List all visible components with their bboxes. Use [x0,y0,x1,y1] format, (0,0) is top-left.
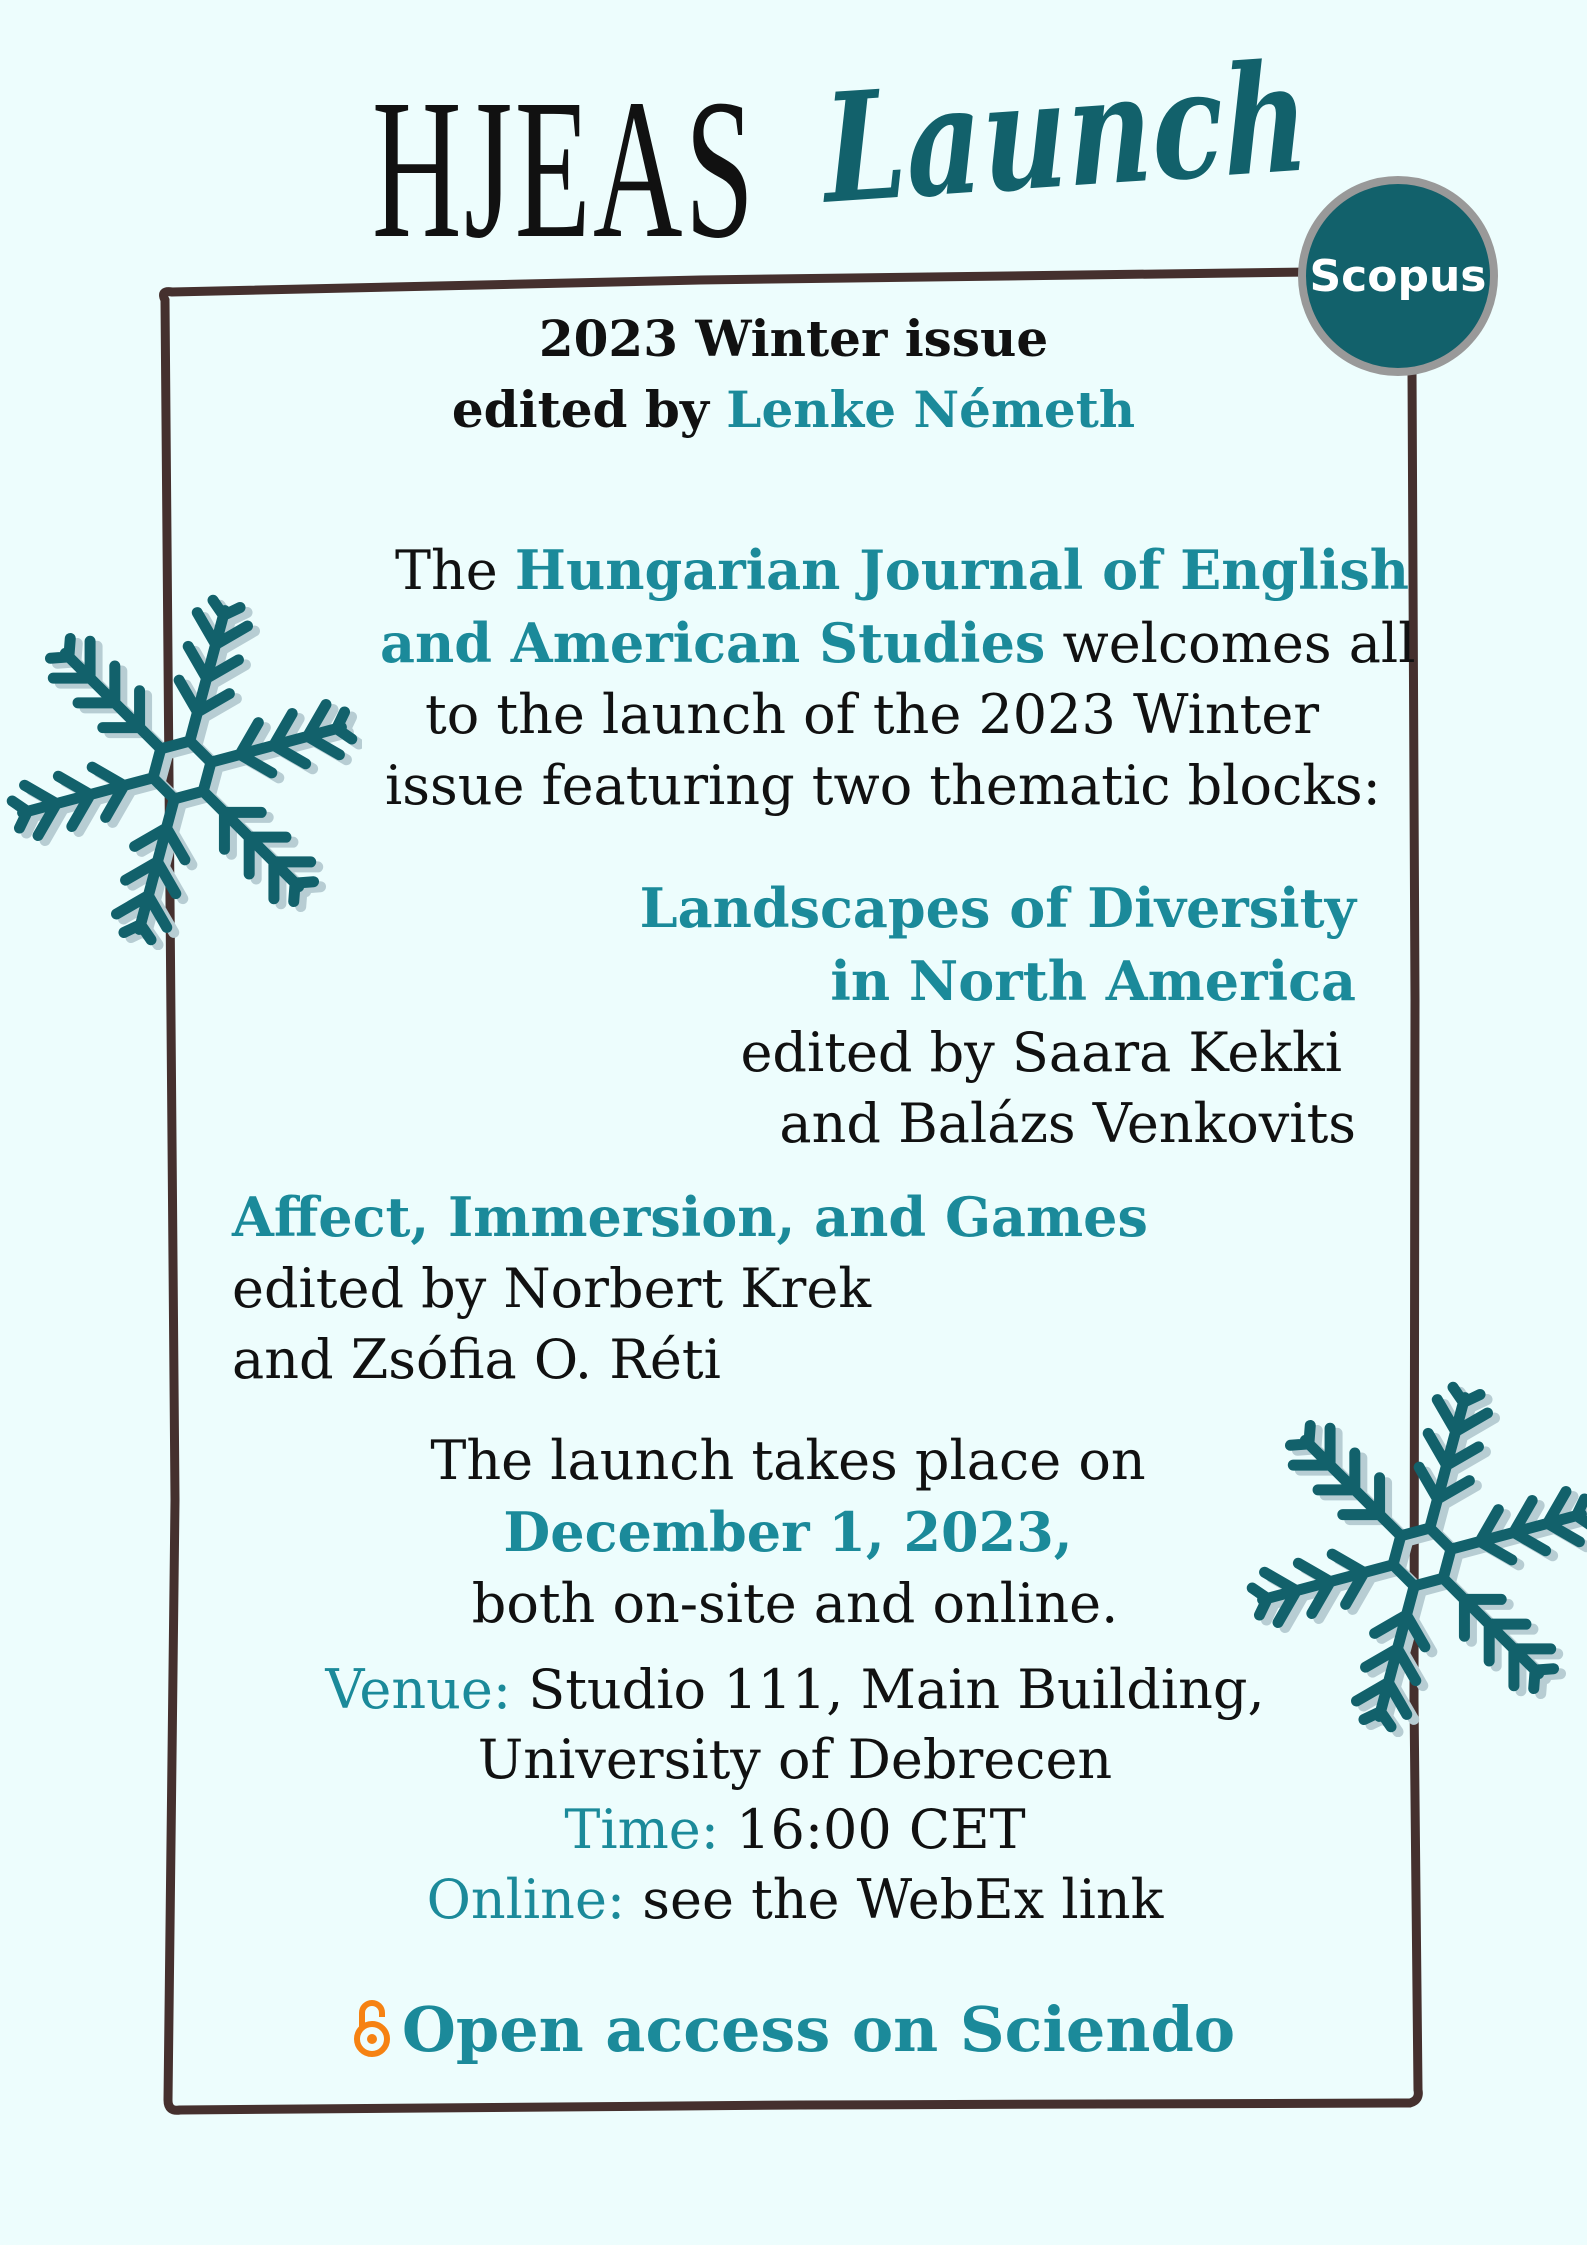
open-access-lock-icon [352,1997,392,2059]
block-1-title-cont: in North America [830,949,1356,1013]
open-access-label: Open access on Sciendo [401,1993,1236,2066]
block-1-title: Landscapes of Diversity [639,876,1356,940]
venue-line-2: University of Debrecen [477,1728,1113,1791]
online-value: see the WebEx link [625,1868,1164,1931]
block-2-editors-cont: and Zsófia O. Réti [232,1328,721,1391]
time-value: 16:00 CET [718,1798,1026,1861]
scopus-label: Scopus [1309,250,1487,302]
launch-mode: both on-site and online. [471,1572,1119,1635]
intro-line-2 [380,607,1415,680]
title-launch: Launch [820,29,1312,238]
intro-the: The [395,539,515,602]
block-2-editors: edited by Norbert Krek [232,1257,872,1320]
intro-line-3: to the launch of the 2023 Winter [425,683,1320,746]
snowflake-icon [2,590,362,950]
online-label: Online: [426,1868,626,1931]
launch-date: December 1, 2023, [503,1500,1073,1564]
title-hjeas: HJEAS [372,59,757,280]
intro-line-1 [395,534,1409,607]
edited-by-label: edited by [451,380,727,439]
time-line [0,1794,1587,1866]
block-1-editors-cont: and Balázs Venkovits [779,1092,1356,1155]
time-label: Time: [564,1798,719,1861]
block-1-editors: edited by Saara Kekki [740,1021,1342,1084]
issue-editor: Lenke Németh [726,380,1136,439]
issue-editor-line [0,374,1587,446]
journal-name-cont: and American Studies [380,611,1046,675]
block-2-title: Affect, Immersion, and Games [232,1185,1148,1249]
intro-line-4: issue featuring two thematic blocks: [385,754,1381,817]
issue-title: 2023 Winter issue [538,309,1049,368]
venue-label: Venue: [325,1658,512,1721]
journal-name: Hungarian Journal of English [514,538,1409,602]
launch-line: The launch takes place on [430,1429,1146,1492]
intro-text: welcomes all [1045,612,1416,675]
online-line [0,1864,1587,1936]
venue-line [0,1654,1587,1726]
venue-value: Studio 111, Main Building, [511,1658,1265,1721]
open-access-link[interactable] [0,1988,1587,2072]
